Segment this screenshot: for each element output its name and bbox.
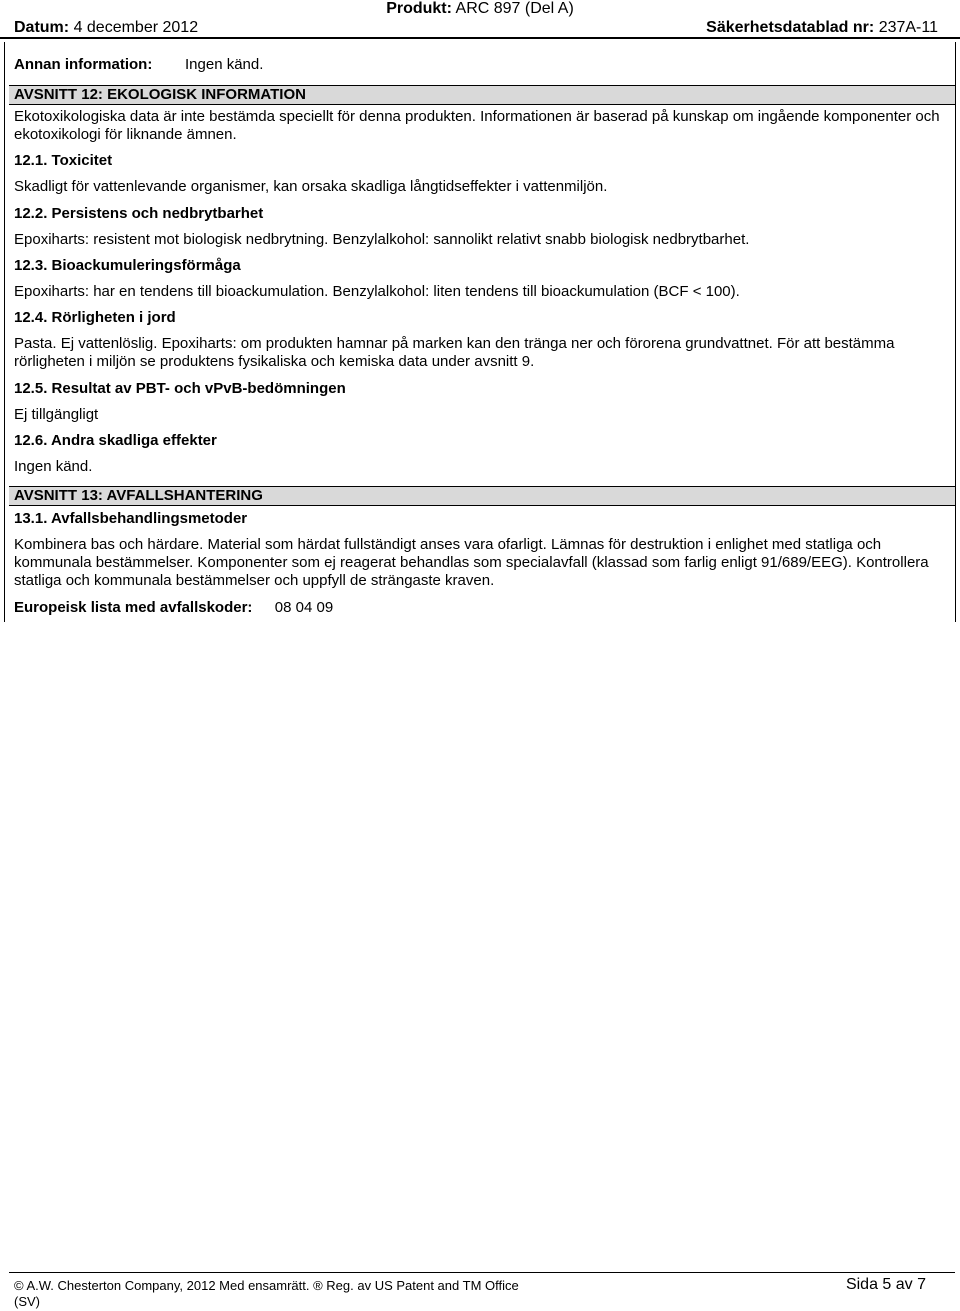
- subsection-12-4-text: Pasta. Ej vattenlöslig. Epoxiharts: om produkten hamnar på marken kan den tränga ner och förorena grundvattnet. För att bestämma rörligheten i miljön se produktens fysikaliska och kemiska data under avsnitt 9.: [14, 335, 895, 370]
- product-label: Produkt:: [386, 0, 452, 17]
- subsection-12-4-title: 12.4. Rörligheten i jord: [14, 309, 176, 326]
- other-info-label: Annan information:: [14, 56, 153, 73]
- subsection-12-3-text: Epoxiharts: har en tendens till bioackumulation. Benzylalkohol: liten tendens till bioackumulation (BCF < 100).: [14, 283, 740, 300]
- section-13-heading: AVSNITT 13: AVFALLSHANTERING: [9, 486, 955, 506]
- date-line: [14, 19, 198, 37]
- subsection-12-1-title: 12.1. Toxicitet: [14, 152, 113, 169]
- section-12-intro: Ekotoxikologiska data är inte bestämda speciellt för denna produkten. Informationen är baserad på kunskap om ingående komponenter och ekotoxikologi för liknande ämnen.: [14, 108, 940, 143]
- subsection-12-2-title: 12.2. Persistens och nedbrytbarhet: [14, 205, 264, 222]
- other-information: [14, 56, 946, 74]
- footer-divider: [9, 1272, 955, 1273]
- subsection-12-2-text: Epoxiharts: resistent mot biologisk nedbrytning. Benzylalkohol: sannolikt relativt snabb biologisk nedbrytbarhet.: [14, 231, 750, 248]
- subsection-12-5-title: 12.5. Resultat av PBT- och vPvB-bedömningen: [14, 380, 346, 397]
- product-line: [0, 0, 960, 18]
- section-12-heading: AVSNITT 12: EKOLOGISK INFORMATION: [9, 85, 955, 105]
- header-divider: [0, 37, 960, 39]
- waste-code-label: Europeisk lista med avfallskoder:: [14, 599, 253, 616]
- date-value: 4 december 2012: [73, 19, 199, 36]
- sds-label: Säkerhetsdatablad nr:: [706, 19, 875, 36]
- waste-code-line: [14, 599, 946, 617]
- footer-copyright: © A.W. Chesterton Company, 2012 Med ensamrätt. ® Reg. av US Patent and TM Office: [14, 1278, 519, 1293]
- sds-value: 237A-11: [878, 19, 938, 36]
- subsection-12-5-text: Ej tillgängligt: [14, 406, 99, 423]
- page-header: [0, 0, 960, 40]
- subsection-12-1-text: Skadligt för vattenlevande organismer, kan orsaka skadliga långtidseffekter i vattenmiljön.: [14, 178, 608, 195]
- subsection-12-6-text: Ingen känd.: [14, 458, 93, 475]
- subsection-12-3-title: 12.3. Bioackumuleringsförmåga: [14, 257, 241, 274]
- subsection-12-6-title: 12.6. Andra skadliga effekter: [14, 432, 217, 449]
- waste-code-value: 08 04 09: [274, 599, 334, 616]
- sds-number-line: [706, 19, 938, 37]
- page-number: Sida 5 av 7: [845, 1276, 926, 1293]
- footer-copyright-block: [14, 1278, 519, 1310]
- date-label: Datum:: [14, 19, 70, 36]
- subsection-13-1-text: Kombinera bas och härdare. Material som härdat fullständigt anses vara ofarligt. Lämnas för destruktion i enlighet med statliga och kommunala bestämmelser. Komponenter som ej reagerat behandlas som specialavfall (klassad som farlig enligt 91/689/EEG). Kontrollera statliga och kommunala bestämmelser och uppfyll de strängaste kraven.: [14, 536, 929, 589]
- other-info-value: Ingen känd.: [185, 56, 264, 73]
- product-value: ARC 897 (Del A): [455, 0, 574, 17]
- footer-language: (SV): [14, 1294, 40, 1309]
- subsection-13-1-title: 13.1. Avfallsbehandlingsmetoder: [14, 510, 248, 527]
